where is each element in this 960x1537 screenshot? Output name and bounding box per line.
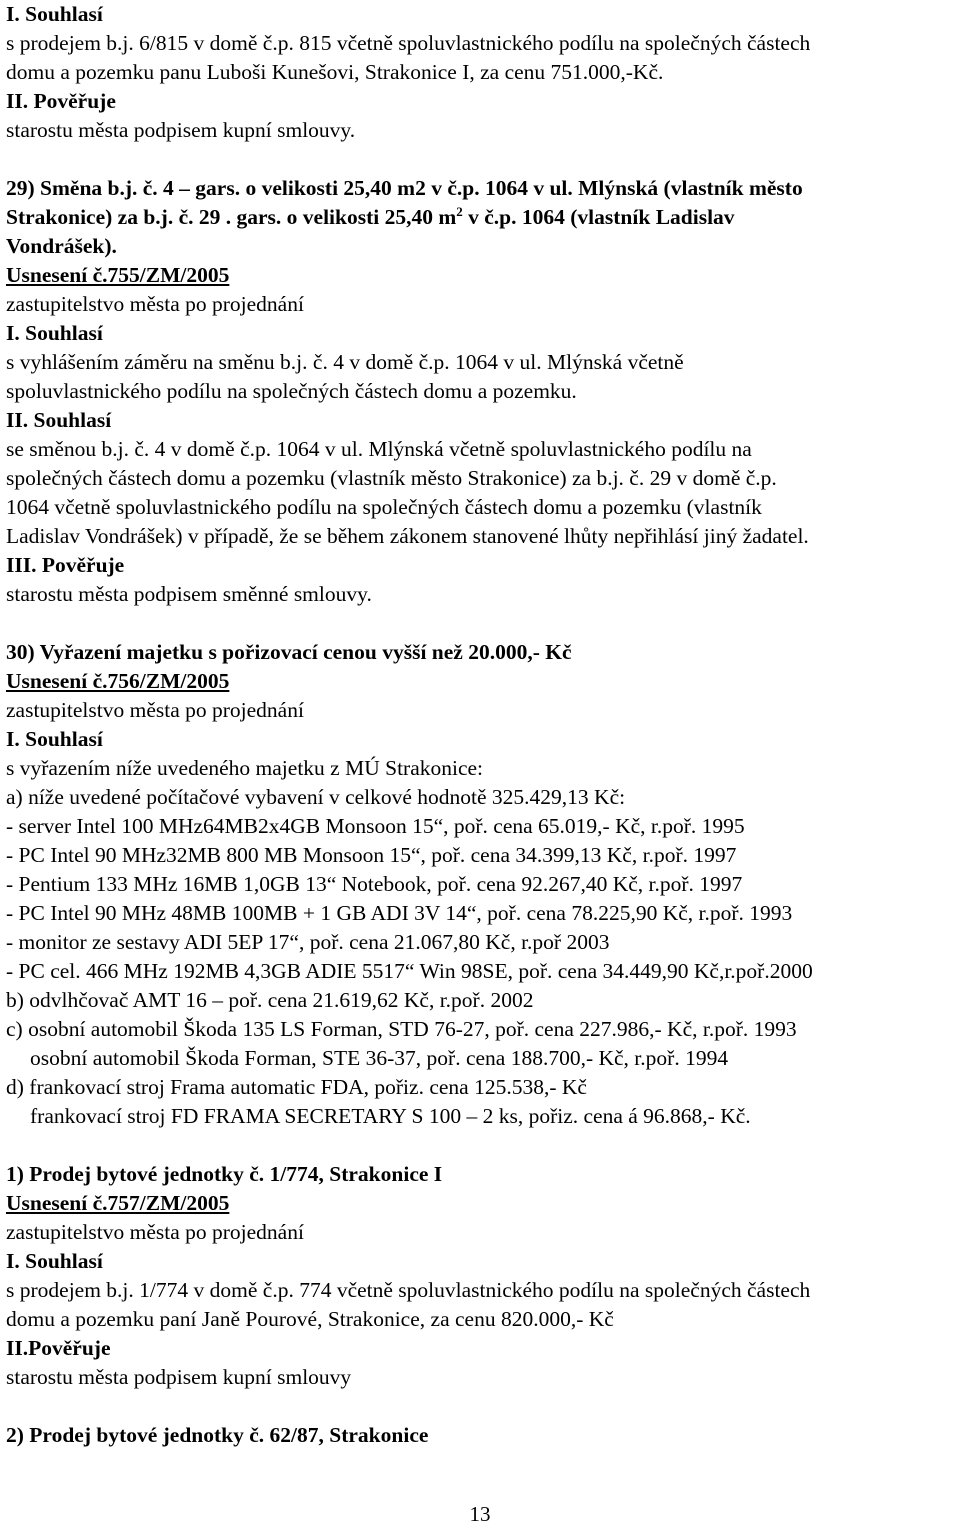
line-text: spoluvlastnického podílu na společných částech domu a pozemku. [6,379,577,403]
blank-line [6,1131,956,1160]
line-text: 2) Prodej bytové jednotky č. 62/87, Strakonice [6,1423,429,1447]
line-text: b) odvlhčovač AMT 16 – poř. cena 21.619,62 Kč, r.poř. 2002 [6,988,534,1012]
text-line [6,928,956,957]
line-text: starostu města podpisem kupní smlouvy [6,1365,352,1389]
line-text: společných částech domu a pozemku (vlastník město Strakonice) za b.j. č. 29 v domě č.p. [6,466,777,490]
text-line [6,957,956,986]
blank-line [6,1392,956,1421]
line-text: osobní automobil Škoda Forman, STE 36-37, poř. cena 188.700,- Kč, r.poř. 1994 [30,1046,729,1070]
text-line [6,1276,956,1305]
text-line [6,870,956,899]
text-line [6,1102,956,1131]
text-line [6,1305,956,1334]
text-line [6,841,956,870]
line-text: - server Intel 100 MHz64MB2x4GB Monsoon 15“, poř. cena 65.019,- Kč, r.poř. 1995 [6,814,745,838]
line-text: Usnesení č.755/ZM/2005 [6,263,230,287]
line-text: Vondrášek). [6,234,117,258]
text-line [6,232,956,261]
line-text: se směnou b.j. č. 4 v domě č.p. 1064 v ul. Mlýnská včetně spoluvlastnického podílu na [6,437,752,461]
line-text: Usnesení č.757/ZM/2005 [6,1191,230,1215]
text-line [6,87,956,116]
page-number: 13 [469,1502,491,1526]
text-line [6,29,956,58]
line-text: III. Pověřuje [6,553,125,577]
line-text: Strakonice) za b.j. č. 29 . gars. o velikosti 25,40 m [6,205,457,229]
text-line [6,725,956,754]
text-line [6,580,956,609]
text-line [6,1189,956,1218]
text-line [6,493,956,522]
superscript: 2 [456,203,463,219]
line-text: - PC Intel 90 MHz 48MB 100MB + 1 GB ADI 3V 14“, poř. cena 78.225,90 Kč, r.poř. 1993 [6,901,793,925]
text-line [6,1421,956,1450]
line-text: domu a pozemku paní Janě Pourové, Strakonice, za cenu 820.000,- Kč [6,1307,614,1331]
line-text: a) níže uvedené počítačové vybavení v celkové hodnotě 325.429,13 Kč: [6,785,626,809]
line-text: s vyhlášením záměru na směnu b.j. č. 4 v domě č.p. 1064 v ul. Mlýnská včetně [6,350,684,374]
line-text: s prodejem b.j. 1/774 v domě č.p. 774 včetně spoluvlastnického podílu na společných částech [6,1278,811,1302]
line-text: d) frankovací stroj Frama automatic FDA, pořiz. cena 125.538,- Kč [6,1075,587,1099]
text-line [6,1044,956,1073]
text-line [6,1073,956,1102]
text-line [6,174,956,203]
text-line [6,58,956,87]
line-text-continued: v č.p. 1064 (vlastník Ladislav [462,205,735,229]
line-text: starostu města podpisem směnné smlouvy. [6,582,372,606]
line-text: 30) Vyřazení majetku s pořizovací cenou vyšší než 20.000,- Kč [6,640,572,664]
blank-line [6,145,956,174]
text-line [6,696,956,725]
text-line [6,348,956,377]
document-body [6,0,956,1450]
text-line [6,116,956,145]
line-text: zastupitelstvo města po projednání [6,1220,304,1244]
text-line [6,464,956,493]
text-line [6,0,956,29]
line-text: - Pentium 133 MHz 16MB 1,0GB 13“ Notebook, poř. cena 92.267,40 Kč, r.poř. 1997 [6,872,743,896]
line-text: 1064 včetně spoluvlastnického podílu na společných částech domu a pozemku (vlastník [6,495,762,519]
line-text: frankovací stroj FD FRAMA SECRETARY S 100 – 2 ks, pořiz. cena á 96.868,- Kč. [30,1104,751,1128]
line-text: II.Pověřuje [6,1336,111,1360]
text-line [6,522,956,551]
line-text: I. Souhlasí [6,727,103,751]
text-line [6,551,956,580]
line-text: domu a pozemku panu Luboši Kunešovi, Strakonice I, za cenu 751.000,-Kč. [6,60,664,84]
text-line [6,1015,956,1044]
line-text: zastupitelstvo města po projednání [6,698,304,722]
text-line [6,986,956,1015]
text-line [6,1218,956,1247]
line-text: 1) Prodej bytové jednotky č. 1/774, Strakonice I [6,1162,443,1186]
blank-line [6,609,956,638]
text-line [6,1363,956,1392]
line-text: I. Souhlasí [6,2,103,26]
line-text: I. Souhlasí [6,321,103,345]
line-text: - PC cel. 466 MHz 192MB 4,3GB ADIE 5517“ Win 98SE, poř. cena 34.449,90 Kč,r.poř.2000 [6,959,813,983]
text-line [6,812,956,841]
line-text: 29) Směna b.j. č. 4 – gars. o velikosti 25,40 m2 v č.p. 1064 v ul. Mlýnská (vlastník město [6,176,803,200]
line-text: Ladislav Vondrášek) v případě, že se během zákonem stanovené lhůty nepřihlásí jiný žadatel. [6,524,809,548]
text-line [6,406,956,435]
text-line [6,377,956,406]
line-text: c) osobní automobil Škoda 135 LS Forman, STD 76-27, poř. cena 227.986,- Kč, r.poř. 1993 [6,1017,797,1041]
text-line [6,899,956,928]
text-line [6,638,956,667]
text-line [6,203,956,232]
line-text: zastupitelstvo města po projednání [6,292,304,316]
text-line [6,1160,956,1189]
line-text: starostu města podpisem kupní smlouvy. [6,118,356,142]
line-text: s vyřazením níže uvedeného majetku z MÚ Strakonice: [6,756,484,780]
text-line [6,783,956,812]
text-line [6,319,956,348]
line-text: - monitor ze sestavy ADI 5EP 17“, poř. cena 21.067,80 Kč, r.poř 2003 [6,930,610,954]
text-line [6,1247,956,1276]
line-text: I. Souhlasí [6,1249,103,1273]
line-text: Usnesení č.756/ZM/2005 [6,669,230,693]
text-line [6,261,956,290]
text-line [6,435,956,464]
text-line [6,290,956,319]
line-text: - PC Intel 90 MHz32MB 800 MB Monsoon 15“, poř. cena 34.399,13 Kč, r.poř. 1997 [6,843,737,867]
line-text: s prodejem b.j. 6/815 v domě č.p. 815 včetně spoluvlastnického podílu na společných částech [6,31,811,55]
text-line [6,754,956,783]
line-text: II. Souhlasí [6,408,112,432]
text-line [6,1334,956,1363]
text-line [6,667,956,696]
line-text: II. Pověřuje [6,89,116,113]
